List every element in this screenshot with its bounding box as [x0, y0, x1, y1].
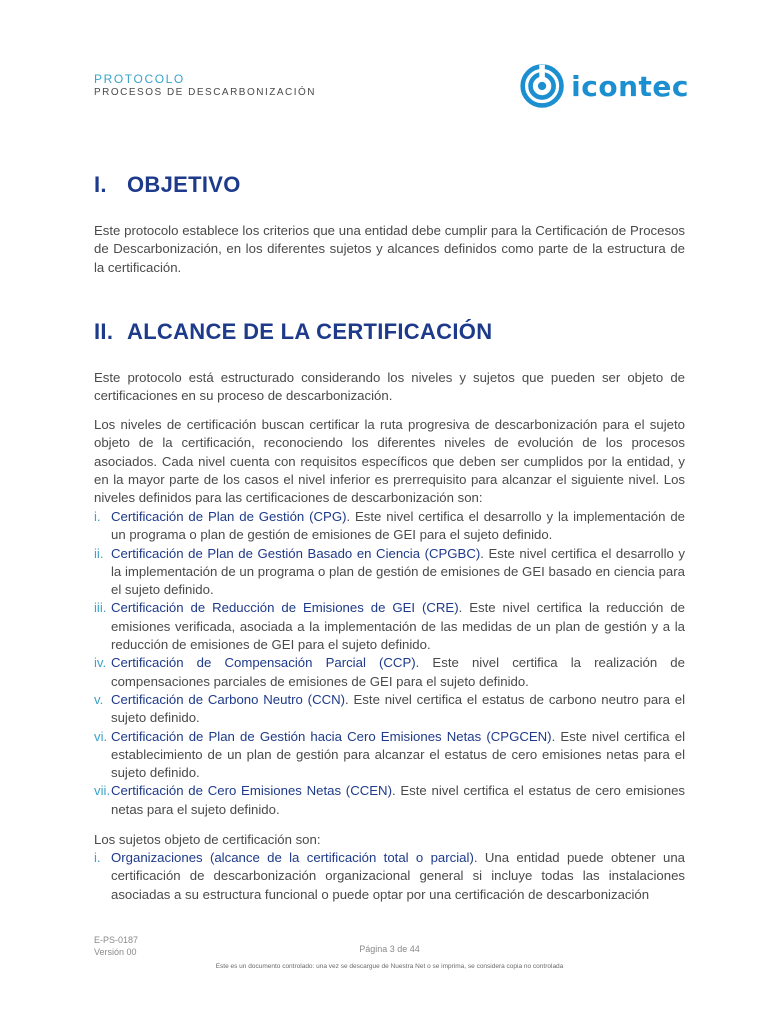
logo-wordmark: icontec — [571, 69, 689, 103]
list-number: iii. — [94, 600, 107, 616]
alcance-paragraph-1: Este protocolo está estructurado considerando los niveles y sujetos que pueden ser objeto de certificaciones en su proceso de descarbonización. — [94, 370, 685, 404]
level-text: . Este nivel certifica el desarrollo y la implementación de un programa o plan de gestión de emisiones de GEI para el sujeto definido. — [111, 509, 685, 543]
level-text: . Este nivel certifica el desarrollo y la implementación de un programa o plan de gestión de emisiones de GEI basado en ciencia para el sujeto definido. — [111, 545, 685, 598]
section-title: OBJETIVO — [127, 172, 241, 197]
level-title: Certificación de Carbono Neutro (CCN) — [111, 691, 346, 707]
list-number: vi. — [94, 728, 108, 744]
icontec-logo — [519, 60, 689, 112]
header-subtitle: PROCESOS DE DESCARBONIZACIÓN — [94, 87, 317, 98]
levels-list — [94, 508, 685, 819]
list-number: i. — [94, 850, 101, 865]
objetivo-paragraph: Este protocolo establece los criterios que una entidad debe cumplir para la Certificación de Procesos de Descarbonización, en los diferentes sujetos y alcances definidos como parte de la estructura de la certificación. — [94, 223, 685, 275]
list-item — [94, 545, 685, 600]
list-number: v. — [94, 691, 104, 707]
list-item — [94, 508, 685, 545]
level-text: . Este nivel certifica el establecimiento de un plan de gestión para alcanzar el estatus de cero emisiones netas para el sujeto definido. — [111, 728, 686, 781]
section-number: II. — [94, 319, 114, 344]
list-number: i. — [94, 509, 101, 524]
list-item — [94, 728, 685, 783]
header-title: PROTOCOLO — [94, 72, 185, 86]
subject-text: . Una entidad puede obtener una certificación de descarbonización organizacional general si incluye todas las instalaciones asociadas a su estructura funcional o puede optar por una certificación de descarbonización — [111, 850, 686, 902]
icontec-logo-icon — [519, 61, 565, 111]
subject-title: Organizaciones (alcance de la certificación total o parcial) — [111, 850, 474, 865]
section-alcance-heading — [94, 319, 492, 345]
level-title: Certificación de Plan de Gestión (CPG) — [111, 509, 347, 524]
level-text: . Este nivel certifica el estatus de cero emisiones netas para el sujeto definido. — [111, 783, 685, 817]
level-title: Certificación de Reducción de Emisiones de GEI (CRE) — [111, 600, 459, 616]
list-item — [94, 599, 685, 654]
level-text: . Este nivel certifica el estatus de carbono neutro para el sujeto definido. — [111, 691, 685, 726]
list-number: iv. — [94, 655, 107, 671]
subjects-intro: Los sujetos objeto de certificación son: — [94, 832, 321, 847]
list-item — [94, 691, 685, 728]
list-item — [94, 849, 685, 904]
document-code-value: E-PS-0187 — [94, 935, 139, 945]
level-title: Certificación de Plan de Gestión Basado en Ciencia (CPGBC) — [111, 545, 481, 561]
section-number: I. — [94, 172, 107, 197]
level-title: Certificación de Plan de Gestión hacia Cero Emisiones Netas (CPGCEN) — [111, 728, 552, 744]
alcance-paragraph-2: Los niveles de certificación buscan certificar la ruta progresiva de descarbonización para el sujeto objeto de la certificación, reconociendo los diferentes niveles de evolución de los procesos asociados. Cada nivel cuenta con requisitos específicos que deben ser cumplidos por la entidad, y en la mayor parte de los casos el nivel inferior es prerrequisito para alcanzar el siguiente nivel. Los niveles definidos para las certificaciones de descarbonización son: — [94, 417, 685, 506]
page-number: Página 3 de 44 — [359, 944, 420, 954]
list-number: ii. — [94, 545, 104, 561]
list-number: vii. — [94, 783, 111, 799]
list-item — [94, 782, 685, 819]
level-title: Certificación de Compensación Parcial (CCP) — [111, 655, 416, 671]
level-text: . Este nivel certifica la realización de compensaciones parciales de emisiones de GEI para el sujeto definido. — [111, 655, 685, 689]
controlled-document-note: Este es un documento controlado: una vez se descargue de Nuestra Net o se imprima, se considera copia no controlada — [215, 963, 564, 970]
subjects-list — [94, 849, 685, 904]
section-objetivo-heading — [94, 172, 241, 198]
level-title: Certificación de Cero Emisiones Netas (CCEN) — [111, 783, 392, 799]
list-item — [94, 654, 685, 691]
section-title: ALCANCE DE LA CERTIFICACIÓN — [127, 319, 493, 344]
document-version: Versión 00 — [94, 947, 137, 957]
level-text: . Este nivel certifica la reducción de emisiones verificada, asociada a la implementación de las medidas de un plan de gestión y a la reducción de emisiones de GEI para el sujeto definido. — [111, 600, 685, 653]
